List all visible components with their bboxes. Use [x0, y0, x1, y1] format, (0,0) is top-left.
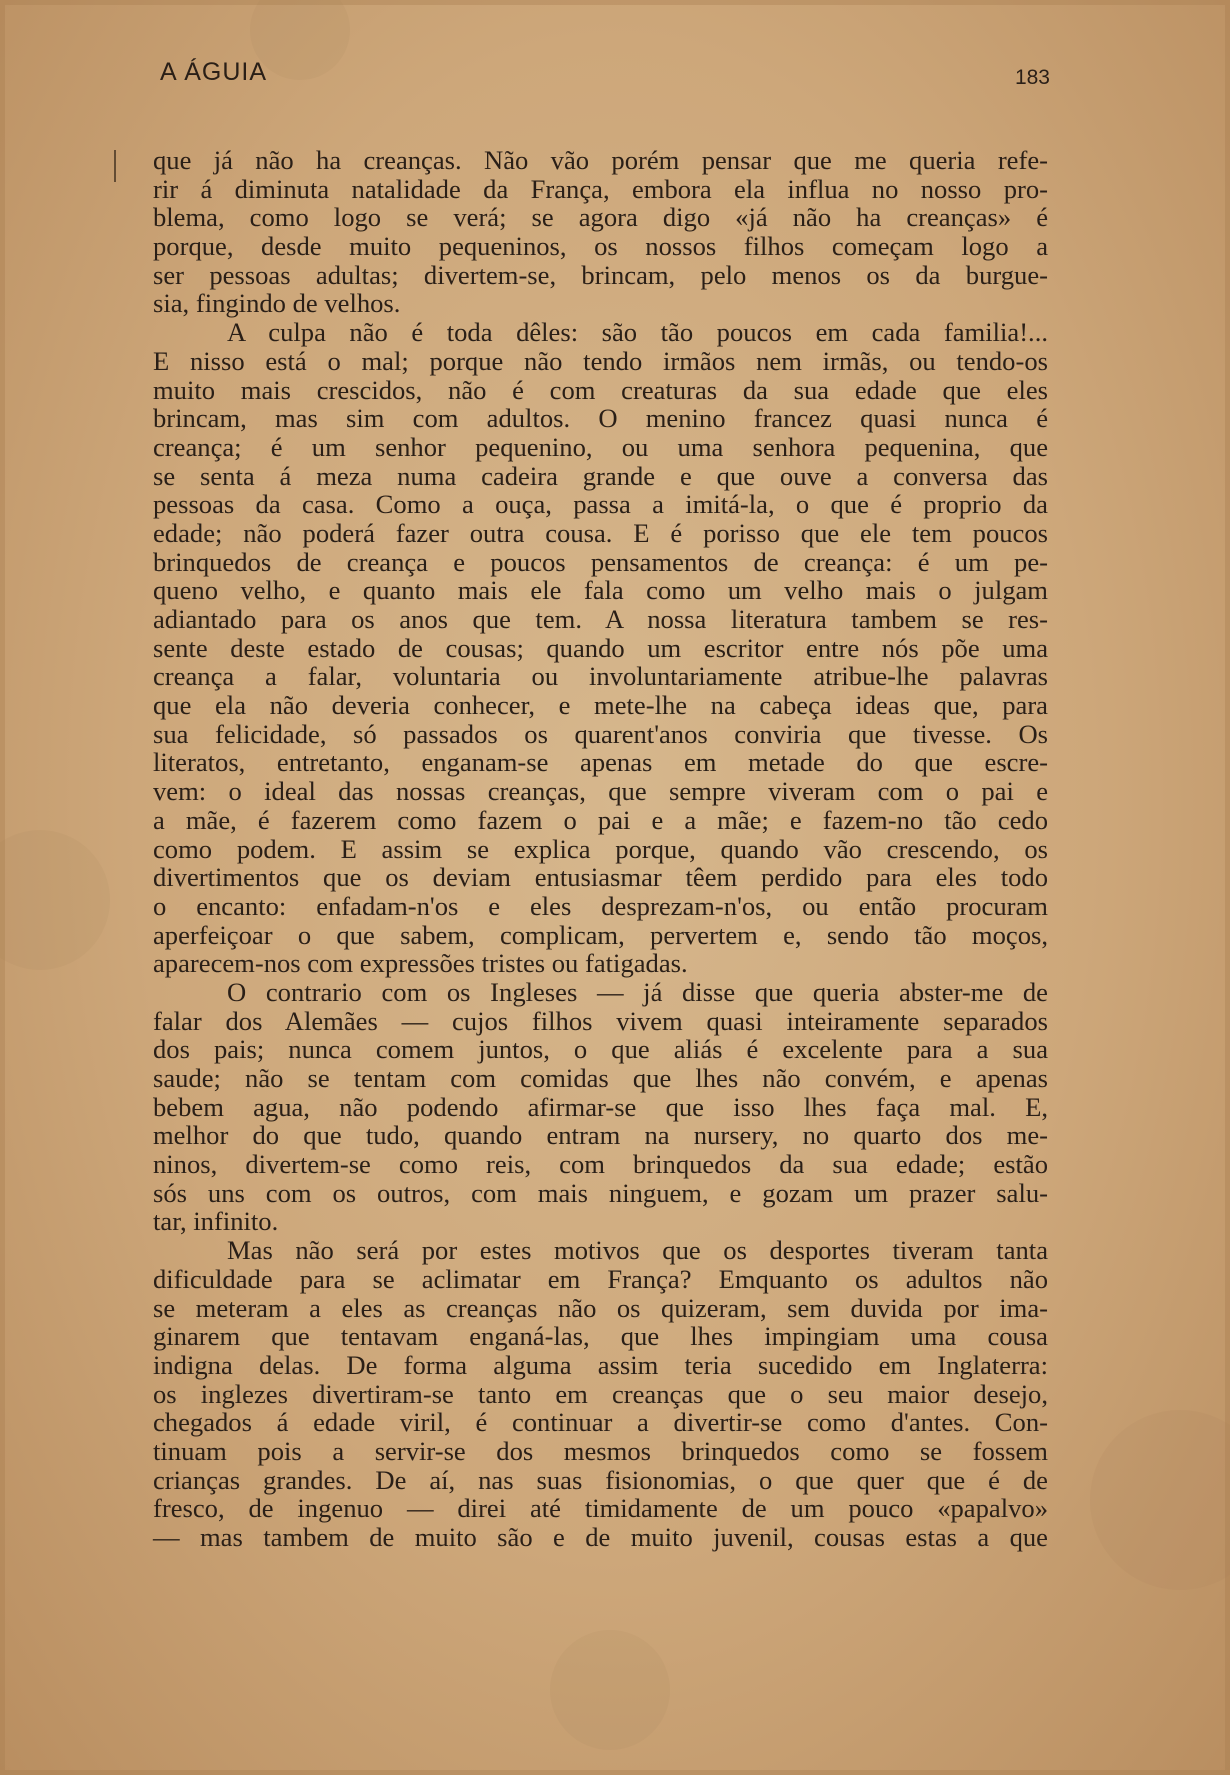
text-line: fresco, de ingenuo — direi até timidamente de um pouco «papalvo»	[153, 1493, 1048, 1524]
text-line: blema, como logo se verá; se agora digo «já não ha creanças» é	[153, 202, 1048, 233]
body-text	[153, 146, 1048, 1552]
text-line: a mãe, é fazerem como fazem o pai e a mãe; e fazem-no tão cedo	[153, 804, 1048, 835]
text-line: A culpa não é toda dêles: são tão poucos em cada familia!...	[227, 317, 1048, 348]
text-line: se senta á meza numa cadeira grande e que ouve a conversa das	[153, 460, 1048, 491]
text-line: edade; não poderá fazer outra cousa. E é porisso que ele tem poucos	[153, 517, 1048, 548]
text-line: creança; é um senhor pequenino, ou uma senhora pequenina, que	[153, 431, 1048, 462]
text-line: muito mais crescidos, não é com creaturas da sua edade que eles	[153, 374, 1048, 405]
text-line: sente deste estado de cousas; quando um escritor entre nós põe uma	[153, 632, 1048, 663]
text-line: crianças grandes. De aí, nas suas fisionomias, o que quer que é de	[153, 1464, 1048, 1495]
text-line: O contrario com os Ingleses — já disse que queria abster-me de	[227, 976, 1048, 1007]
text-line: sua felicidade, só passados os quarent'anos conviria que tivesse. Os	[153, 718, 1048, 749]
text-line: como podem. E assim se explica porque, quando vão crescendo, os	[153, 833, 1048, 864]
text-line: indigna delas. De forma alguma assim teria sucedido em Inglaterra:	[153, 1349, 1048, 1380]
text-line: brincam, mas sim com adultos. O menino francez quasi nunca é	[153, 403, 1048, 434]
text-line: literatos, entretanto, enganam-se apenas em metade do que escre-	[153, 747, 1048, 778]
text-line: sós uns com os outros, com mais ninguem, e gozam um prazer salu-	[153, 1177, 1048, 1208]
text-line: tinuam pois a servir-se dos mesmos brinquedos como se fossem	[153, 1435, 1048, 1466]
text-line: creança a falar, voluntaria ou involuntariamente atribue-lhe palavras	[153, 661, 1048, 692]
text-line: ser pessoas adultas; divertem-se, brincam, pelo menos os da burgue-	[153, 259, 1048, 290]
text-line: rir á diminuta natalidade da França, embora ela influa no nosso pro-	[153, 173, 1048, 204]
text-line: brinquedos de creança e poucos pensamentos de creança: é um pe-	[153, 546, 1048, 577]
text-line: ginarem que tentavam enganá-las, que lhes impingiam uma cousa	[153, 1321, 1048, 1352]
text-line: divertimentos que os deviam entusiasmar têem perdido para eles todo	[153, 862, 1048, 893]
text-line: que ela não deveria conhecer, e mete-lhe na cabeça ideas que, para	[153, 690, 1048, 721]
text-line: adiantado para os anos que tem. A nossa literatura tambem se res-	[153, 604, 1048, 634]
text-line: os inglezes divertiram-se tanto em creanças que o seu maior desejo,	[153, 1378, 1048, 1409]
text-line: que já não ha creanças. Não vão porém pensar que me queria refe-	[153, 145, 1048, 175]
text-line: E nisso está o mal; porque não tendo irmãos nem irmãs, ou tendo-os	[153, 345, 1048, 376]
text-line: melhor do que tudo, quando entram na nursery, no quarto dos me-	[153, 1120, 1048, 1151]
text-line: aperfeiçoar o que sabem, complicam, pervertem e, sendo tão moços,	[153, 919, 1048, 950]
text-line: aparecem-nos com expressões tristes ou fatigadas.	[153, 948, 688, 979]
page-number: 183	[1014, 66, 1050, 89]
text-line: porque, desde muito pequeninos, os nossos filhos começam logo a	[153, 231, 1048, 262]
text-line: tar, infinito.	[153, 1206, 279, 1237]
text-line: — mas tambem de muito são e de muito juvenil, cousas estas a que	[153, 1522, 1048, 1552]
running-head	[160, 58, 1050, 98]
journal-title: A ÁGUIA	[160, 58, 268, 86]
text-line: dos pais; nunca comem juntos, o que aliás é excelente para a sua	[153, 1034, 1048, 1065]
text-line: pessoas da casa. Como a ouça, passa a imitá-la, o que é proprio da	[153, 489, 1048, 520]
text-line: saude; não se tentam com comidas que lhes não convém, e apenas	[153, 1063, 1048, 1093]
text-line: queno velho, e quanto mais ele fala como um velho mais o julgam	[153, 575, 1048, 606]
text-line: sia, fingindo de velhos.	[153, 288, 401, 319]
text-line: falar dos Alemães — cujos filhos vivem quasi inteiramente separados	[153, 1005, 1048, 1036]
text-line: dificuldade para se aclimatar em França? Emquanto os adultos não	[153, 1263, 1048, 1294]
text-line: vem: o ideal das nossas creanças, que sempre viveram com o pai e	[153, 776, 1048, 807]
text-line: chegados á edade viril, é continuar a divertir-se como d'antes. Con-	[153, 1407, 1048, 1438]
text-line: ninos, divertem-se como reis, com brinquedos da sua edade; estão	[153, 1149, 1048, 1180]
text-line: o encanto: enfadam-n'os e eles desprezam-n'os, ou então procuram	[153, 890, 1048, 921]
text-line: se meteram a eles as creanças não os quizeram, sem duvida por ima-	[153, 1292, 1048, 1323]
text-line: bebem agua, não podendo afirmar-se que isso lhes faça mal. E,	[153, 1091, 1048, 1122]
text-line: Mas não será por estes motivos que os desportes tiveram tanta	[227, 1235, 1048, 1266]
